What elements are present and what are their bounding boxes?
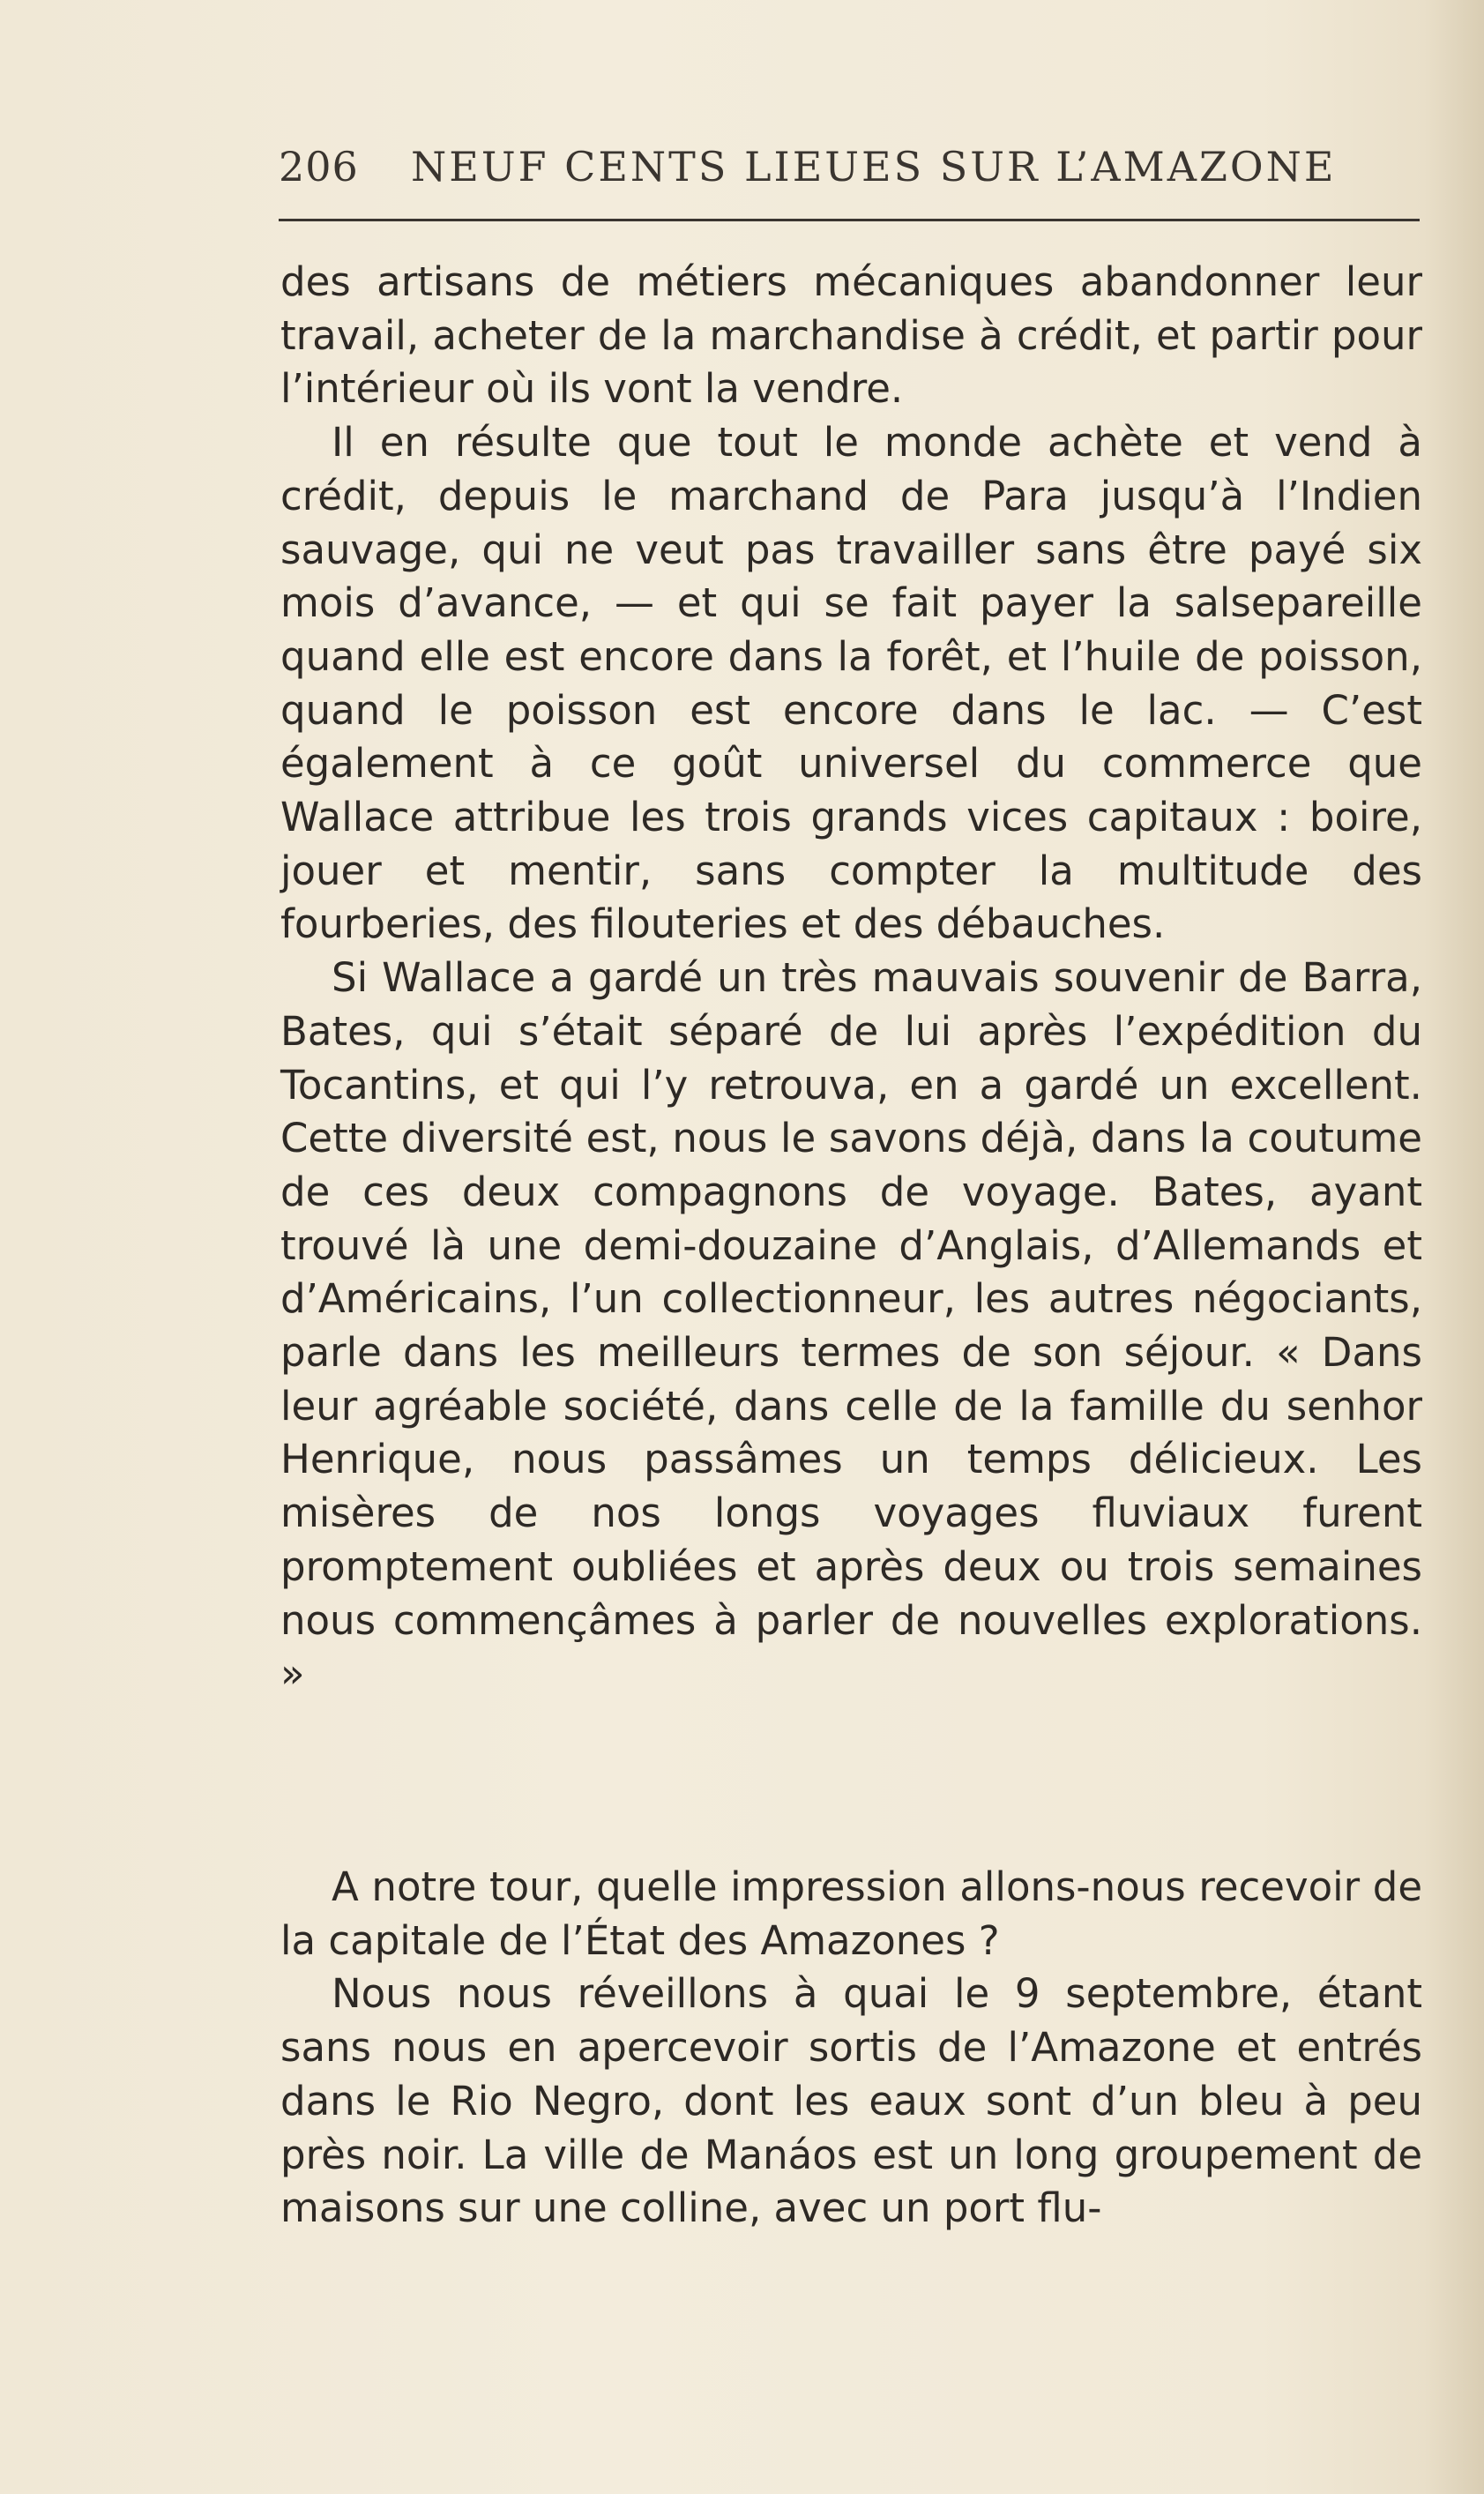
main-text-section: [280, 256, 1422, 1701]
running-title: NEUF CENTS LIEUES SUR L’AMAZONE: [411, 143, 1337, 190]
header-rule: [279, 219, 1420, 221]
paragraph-arrival-manaos: Nous nous réveillons à quai le 9 septembre, étant sans nous en apercevoir sortis de l’Amazone et entrés dans le Rio Negro, dont les eaux sont d’un bleu à peu près noir. La ville de Manáos est un long groupement de maisons sur une colline, avec un port flu-: [280, 1970, 1422, 2232]
paragraph-credit-trade: Il en résulte que tout le monde achète et vend à crédit, depuis le marchand de Para jusqu’à l’Indien sauvage, qui ne veut pas travailler sans être payé six mois d’avance, — et qui se fait payer la salsepareille quand elle est encore dans la forêt, et l’huile de poisson, quand le poisson est encore dans le lac. — C’est également à ce goût universel du commerce que Wallace attribue les trois grands vices capitaux : boire, jouer et mentir, sans compter la multitude des fourberies, des filouteries et des débauches.: [280, 419, 1422, 948]
second-text-section: [280, 1861, 1422, 2236]
page-header: [279, 143, 1420, 205]
page-number: 206: [279, 143, 359, 190]
paragraph-wallace-bates: Si Wallace a gardé un très mauvais souvenir de Barra, Bates, qui s’était séparé de lui après l’expédition du Tocantins, et qui l’y retrouva, en a gardé un excellent. Cette diversité est, nous le savons déjà, dans la coutume de ces deux compagnons de voyage. Bates, ayant trouvé là une demi-douzaine d’Anglais, d’Allemands et d’Américains, l’un collectionneur, les autres négociants, parle dans les meilleurs termes de son séjour. « Dans leur agréable société, dans celle de la famille du senhor Henrique, nous passâmes un temps délicieux. Les misères de nos longs voyages fluviaux furent promptement oubliées et après deux ou trois semaines nous commençâmes à parler de nouvelles explorations. »: [280, 954, 1422, 1698]
paragraph-continuation: des artisans de métiers mécaniques abandonner leur travail, acheter de la marchandise à crédit, et partir pour l’intérieur où ils vont la vendre.: [280, 258, 1422, 413]
paragraph-impression: A notre tour, quelle impression allons-nous recevoir de la capitale de l’État des Amazones ?: [280, 1863, 1422, 1964]
